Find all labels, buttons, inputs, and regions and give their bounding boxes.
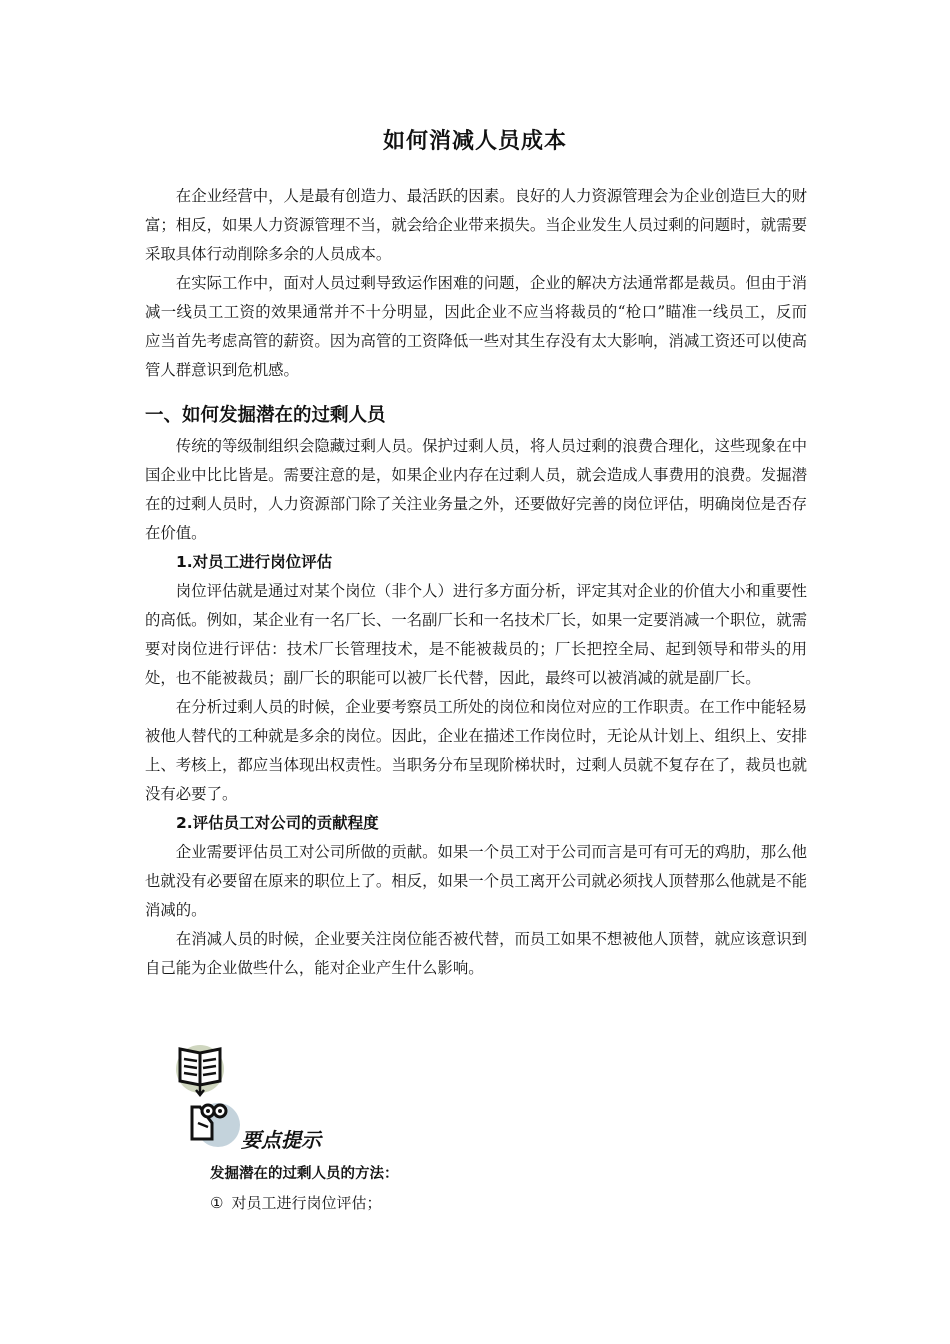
- subsection-1-paragraph-1: 岗位评估就是通过对某个岗位（非个人）进行多方面分析，评定其对企业的价值大小和重要性的高低。例如，某企业有一名厂长、一名副厂长和一名技术厂长，如果一定要消减一个职位，就需要对岗位进行评估：技术厂长管理技术，是不能被裁员的；厂长把控全局、起到领导和带头的用处，也不能被裁员；副厂长的职能可以被厂长代替，因此，最终可以被消减的就是副厂长。: [145, 582, 807, 687]
- document-body: [145, 182, 807, 983]
- tip-title: 要点提示: [241, 1128, 321, 1152]
- tip-subtitle: 发掘潜在的过剩人员的方法：: [210, 1166, 399, 1182]
- intro-paragraph-1: 在企业经营中，人是最有创造力、最活跃的因素。良好的人力资源管理会为企业创造巨大的财富；相反，如果人力资源管理不当，就会给企业带来损失。当企业发生人员过剩的问题时，就需要采取具体行动削除多余的人员成本。: [145, 187, 807, 263]
- subsection-1-paragraph-2: 在分析过剩人员的时候，企业要考察员工所处的岗位和岗位对应的工作职责。在工作中能轻易被他人替代的工种就是多余的岗位。因此，企业在描述工作岗位时，无论从计划上、组织上、安排上、考核上，都应当体现出权责性。当职务分布呈现阶梯状时，过剩人员就不复存在了，裁员也就没有必要了。: [145, 698, 807, 803]
- subsection-2-paragraph-2: 在消减人员的时候，企业要关注岗位能否被代替，而员工如果不想被他人顶替，就应该意识到自己能为企业做些什么，能对企业产生什么影响。: [145, 930, 807, 977]
- tip-list-item: [210, 1192, 381, 1213]
- subsection-1-heading: 1.对员工进行岗位评估: [176, 553, 333, 571]
- section-1-heading: 一、如何发掘潜在的过剩人员: [145, 405, 386, 426]
- document-title: 如何消减人员成本: [382, 129, 567, 154]
- subsection-2-paragraph-1: 企业需要评估员工对公司所做的贡献。如果一个员工对于公司而言是可有可无的鸡肋，那么他也就没有必要留在原来的职位上了。相反，如果一个员工离开公司就必须找人顶替那么他就是不能消减的。: [145, 843, 807, 919]
- intro-paragraph-2: 在实际工作中，面对人员过剩导致运作困难的问题，企业的解决方法通常都是裁员。但由于消减一线员工工资的效果通常并不十分明显，因此企业不应当将裁员的“枪口”瞄准一线员工，反而应当首先考虑高管的薪资。因为高管的工资降低一些对其生存没有太大影响，消减工资还可以使高管人群意识到危机感。: [145, 274, 807, 379]
- section-1-paragraph: 传统的等级制组织会隐藏过剩人员。保护过剩人员，将人员过剩的浪费合理化，这些现象在中国企业中比比皆是。需要注意的是，如果企业内存在过剩人员，就会造成人事费用的浪费。发掘潜在的过剩人员时，人力资源部门除了关注业务量之外，还要做好完善的岗位评估，明确岗位是否存在价值。: [145, 437, 807, 542]
- book-and-thinker-icon: [172, 1043, 242, 1149]
- tip-item-number: ①: [210, 1194, 224, 1212]
- tip-item-text: 对员工进行岗位评估；: [231, 1194, 382, 1212]
- subsection-2-heading: 2.评估员工对公司的贡献程度: [176, 814, 379, 832]
